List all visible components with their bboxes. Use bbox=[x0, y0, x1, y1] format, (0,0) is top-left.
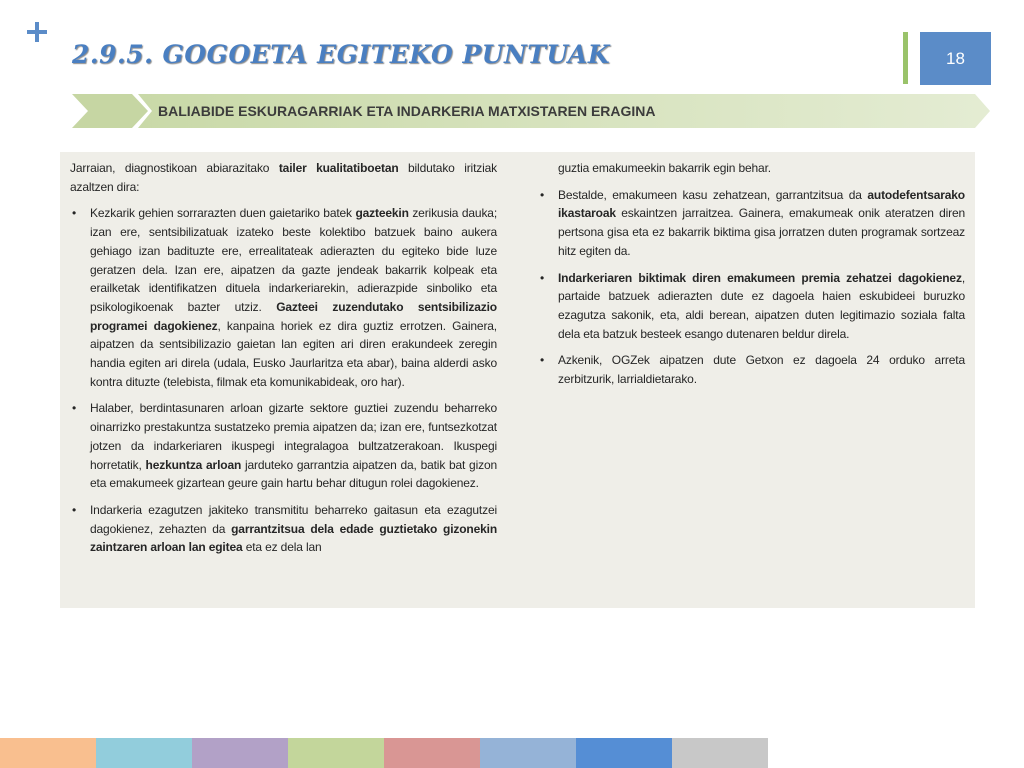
footer-color-block bbox=[96, 738, 192, 768]
bullet-item: • Kezkarik gehien sorrarazten duen gaietariko batek gazteekin zerikusia dauka; izan ere, sentsibilizatuak izateko beste kolektibo batzuek baino aukera gehiago izan badituzte ere, errealitateak adierazten du egiteko bide luze geratzen dela. Izan ere, aipatzen da gazte jendeak bakarrik kolpeak eta erailketak identifikatzen dituela indarkeriarekin, adierazpide sinboliko eta psikologikoenak bazter utziz. Gazteei zuzendutako sentsibilizazio programei dagokienez, kanpaina horiek ez dira guztiz errotzen. Gainera, aipatzen da sentsibilizazio gaietan lan egiten ari diren erakundeek zeregin handia egiten ari direla (udala, Eusko Jaurlaritza eta abar), baina alderdi asko kontra dituzte (telebista, filmak eta komunikabideak, oro har). bbox=[72, 206, 498, 389]
bullet-item: • Indarkeriaren biktimak diren emakumeen premia zehatzei dagokienez, partaide batzuek adierazten dute ez dagoela haien eskubideei buruzko ezagutza sakonik, eta, aldi berean, aipatzen duten legitimazio soziala falta dela eta batzuk besteek esango dutenaren beldur direla. bbox=[540, 270, 965, 341]
bullet-dot: • bbox=[540, 270, 545, 285]
bullet-item: • Azkenik, OGZek aipatzen dute Getxon ez dagoela 24 orduko arreta zerbitzurik, larrialdietarako. bbox=[540, 353, 965, 387]
footer-color-block bbox=[0, 738, 96, 768]
bullet-dot: • bbox=[72, 401, 77, 416]
bullet-dot: • bbox=[72, 502, 77, 517]
bullet-dot: • bbox=[540, 187, 545, 202]
section-subtitle-bar bbox=[72, 94, 992, 128]
footer-color-block bbox=[192, 738, 288, 768]
page-number: 18 bbox=[920, 32, 991, 85]
right-column bbox=[538, 159, 965, 397]
footer-color-block bbox=[288, 738, 384, 768]
content-panel bbox=[60, 152, 975, 608]
bullet-item: • Bestalde, emakumeen kasu zehatzean, garrantzitsua da autodefentsarako ikastaroak eskaintzen jarraitzea. Gainera, emakumeak onik ateratzen diren pertsona gisa eta ez bakarrik biktima gisa jorratzen duten programak sortzeaz hitz egiten da. bbox=[540, 187, 965, 258]
footer-color-strip bbox=[0, 738, 768, 768]
intro-paragraph: Jarraian, diagnostikoan abiarazitako tailer kualitatiboetan bildutako iritziak azaltzen dira: bbox=[70, 161, 497, 194]
continuation-text: guztia emakumeekin bakarrik egin behar. bbox=[558, 161, 771, 175]
footer-color-block bbox=[672, 738, 768, 768]
left-column bbox=[70, 159, 497, 565]
bullet-dot: • bbox=[72, 206, 77, 221]
green-divider bbox=[903, 32, 908, 84]
footer-color-block bbox=[384, 738, 480, 768]
bullet-item: • Indarkeria ezagutzen jakiteko transmititu beharreko gaitasun eta ezagutzei dagokienez, zehazten da garrantzitsua dela edade guztietako gizonekin zaintzaren arloan lan egitea eta ez dela lan bbox=[72, 502, 497, 555]
plus-icon bbox=[27, 22, 47, 42]
footer-color-block bbox=[576, 738, 672, 768]
bullet-item: • Halaber, berdintasunaren arloan gizarte sektore guztiei zuzendu beharreko oinarrizko prestakuntza sustatzeko premia aipatzen da; izan ere, funtsezkotzat jotzen da indarkeriaren ikuspegi integralagoa bultzatzerakoan. Ikuspegi horretatik, hezkuntza arloan jarduteko garrantzia aipatzen da, batik bat gizon eta emakumeek gizartean geure gain hartu behar ditugun rolei dagokienez. bbox=[72, 401, 497, 491]
page-title: 2.9.5. GOGOETA EGITEKO PUNTUAK bbox=[72, 40, 611, 69]
bullet-dot: • bbox=[540, 353, 545, 368]
section-subtitle: BALIABIDE ESKURAGARRIAK ETA INDARKERIA MATXISTAREN ERAGINA bbox=[158, 103, 656, 119]
footer-color-block bbox=[480, 738, 576, 768]
